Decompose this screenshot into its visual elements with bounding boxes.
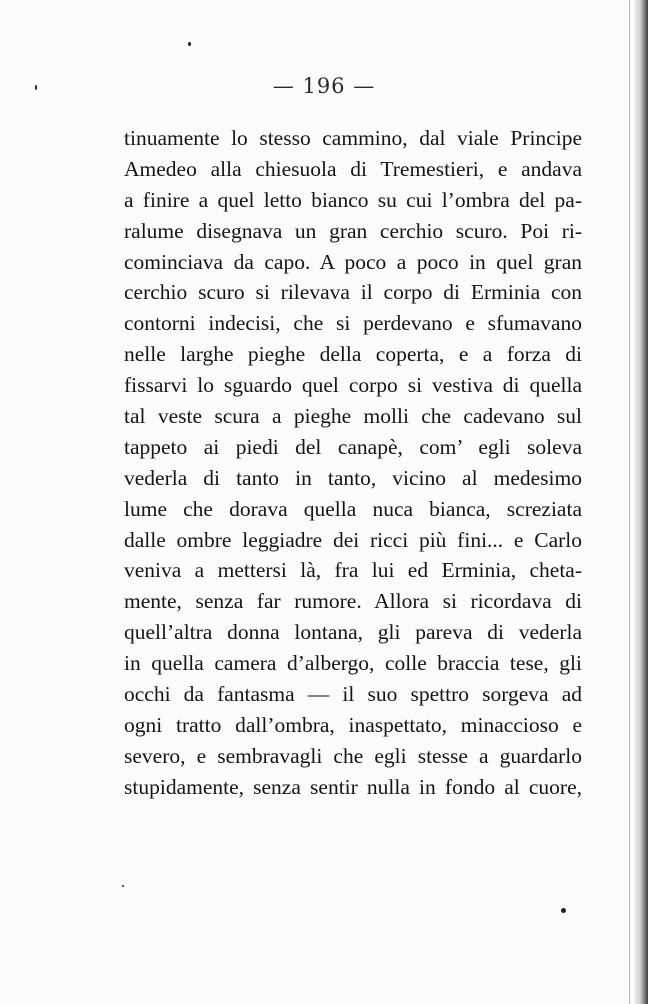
ink-speck	[35, 85, 37, 90]
text-line: stupidamente, senza sentir nulla in fondo al cuore,	[124, 774, 582, 799]
ink-speck	[561, 908, 566, 913]
ink-speck	[188, 42, 191, 46]
text-line: cerchio scuro si rilevava il corpo di Erminia con	[124, 280, 582, 305]
page-edge-shadow	[634, 0, 648, 1004]
text-line: occhi da fantasma — il suo spettro sorgeva ad	[124, 682, 582, 707]
text-line: in quella camera d’albergo, colle braccia tese, gli	[124, 651, 582, 676]
page-fold-line	[629, 0, 630, 1004]
text-line: veniva a mettersi là, fra lui ed Erminia, cheta-	[124, 558, 582, 583]
text-line: severo, e sembravagli che egli stesse a guardarlo	[124, 743, 582, 768]
text-line: cominciava da capo. A poco a poco in quel gran	[124, 249, 582, 274]
page-number-header: — 196 —	[272, 74, 376, 98]
text-line: contorni indecisi, che si perdevano e sfumavano	[124, 311, 582, 336]
text-line: tal veste scura a pieghe molli che cadevano sul	[124, 404, 582, 429]
text-line: vederla di tanto in tanto, vicino al medesimo	[124, 465, 582, 490]
text-line: Amedeo alla chiesuola di Tremestieri, e andava	[124, 156, 582, 181]
text-line: dalle ombre leggiadre dei ricci più fini... e Carlo	[124, 527, 582, 552]
text-line: mente, senza far rumore. Allora si ricordava di	[124, 589, 582, 614]
ink-speck	[122, 885, 124, 887]
text-line: quell’altra donna lontana, gli pareva di vederla	[124, 620, 582, 645]
text-line: lume che dorava quella nuca bianca, screziata	[124, 496, 582, 521]
text-line: ralume disegnava un gran cerchio scuro. Poi ri-	[124, 218, 582, 243]
body-text	[124, 123, 582, 803]
text-line: nelle larghe pieghe della coperta, e a forza di	[124, 342, 582, 367]
text-line: a finire a quel letto bianco su cui l’ombra del pa-	[124, 187, 582, 212]
text-line: tappeto ai piedi del canapè, com’ egli soleva	[124, 434, 582, 459]
text-line: fissarvi lo sguardo quel corpo si vestiva di quella	[124, 373, 582, 398]
text-line: tinuamente lo stesso cammino, dal viale Principe	[124, 126, 582, 150]
text-line: ogni tratto dall’ombra, inaspettato, minaccioso e	[124, 712, 582, 737]
